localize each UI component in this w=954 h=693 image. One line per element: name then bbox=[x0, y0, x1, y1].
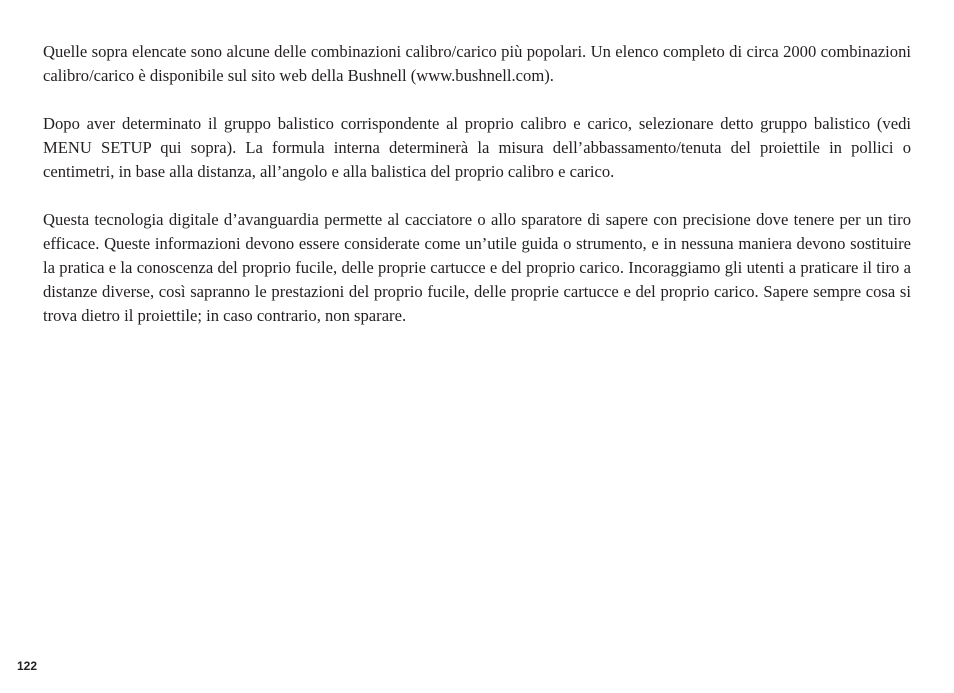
paragraph-ballistic-group: Dopo aver determinato il gruppo balistico corrispondente al proprio calibro e carico, selezionare detto gruppo balistico (vedi MENU SETUP qui sopra). La formula interna determinerà la misura dell’abbassamento/tenuta del proiettile in pollici o centimetri, in base alla distanza, all’angolo e alla balistica del proprio calibro e carico. bbox=[43, 114, 911, 181]
page-body bbox=[43, 40, 911, 352]
paragraph-digital-technology: Questa tecnologia digitale d’avanguardia permette al cacciatore o allo sparatore di sapere con precisione dove tenere per un tiro efficace. Queste informazioni devono essere considerate come un’utile guida o strumento, e in nessuna maniera devono sostituire la pratica e la conoscenza del proprio fucile, delle proprie cartucce e del proprio carico. Incoraggiamo gli utenti a praticare il tiro a distanze diverse, così sapranno le prestazioni del proprio fucile, delle proprie cartucce e del proprio carico. Sapere sempre cosa si trova dietro il proiettile; in caso contrario, non sparare. bbox=[43, 210, 911, 325]
paragraph-calibre-combinations: Quelle sopra elencate sono alcune delle combinazioni calibro/carico più popolari. Un elenco completo di circa 2000 combinazioni calibro/carico è disponibile sul sito web della Bushnell (www.bushnell.com). bbox=[43, 42, 911, 85]
page-number: 122 bbox=[17, 659, 38, 673]
